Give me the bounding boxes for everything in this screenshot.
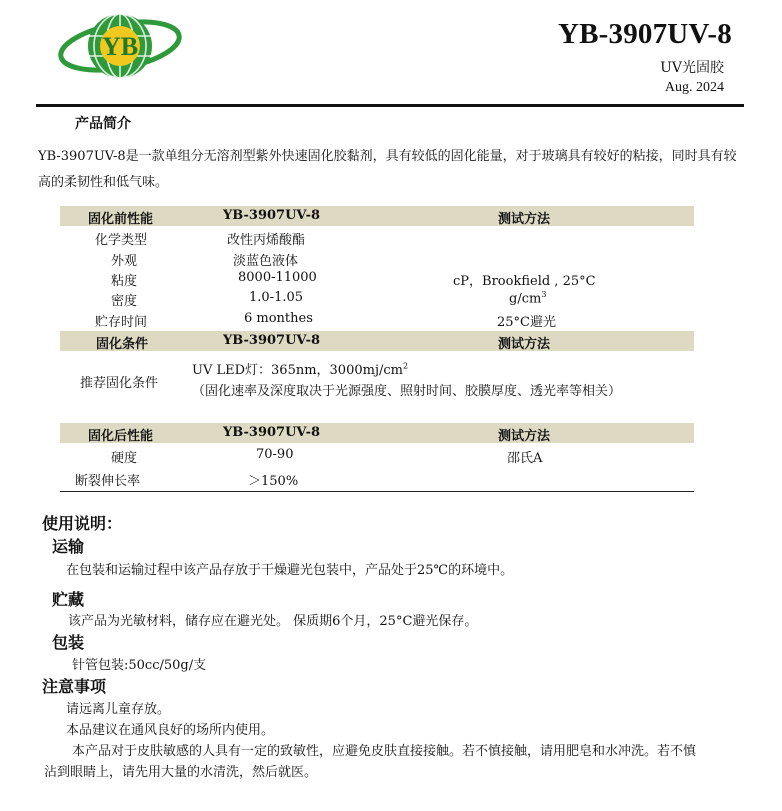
notice-item-2: 本品建议在通风良好的场所内使用。 [66, 723, 275, 738]
package-text: 针管包装:50cc/50g/支 [72, 658, 207, 673]
table-cell: 邵氏A [507, 451, 543, 466]
table-header-pre [60, 206, 694, 226]
table-cell: 外观 [111, 254, 138, 269]
cure-line-1: UV LED灯：365nm，$3000mj/cm^2$ [192, 361, 409, 378]
product-subtitle: UV光固胶 [660, 60, 724, 76]
table-header-post [60, 423, 694, 443]
storage-heading: 贮藏 [52, 590, 85, 609]
table-cell: 粘度 [111, 274, 138, 289]
table-cell: 25°C避光 [497, 315, 556, 330]
table-cell: ＞150% [248, 474, 299, 489]
th-pre-prop: 固化前性能 [88, 212, 154, 227]
package-heading: 包装 [52, 633, 85, 652]
storage-text: 该产品为光敏材料，储存应在避光处。 保质期6个月，25°C避光保存。 [68, 614, 478, 629]
table-cell: 贮存时间 [95, 315, 148, 330]
table-cell: cP，Brookfield , 25°C [453, 274, 596, 289]
th-cure-prop: 固化条件 [96, 337, 149, 352]
notice-item-3-cont: 沾到眼睛上，请先用大量的水清洗，然后就医。 [44, 765, 318, 780]
table-cell: 密度 [111, 294, 138, 309]
table-cell: 化学类型 [95, 233, 148, 248]
table-cell: 8000-11000 [238, 270, 317, 285]
notice-item-1: 请远离儿童存放。 [66, 702, 171, 717]
th-cure-method: 测试方法 [498, 337, 551, 352]
transport-text: 在包装和运输过程中该产品存放于干燥避光包装中，产品处于25℃的环境中。 [66, 563, 514, 578]
table-header-cure [60, 331, 694, 351]
table-cell: $g/cm^3$ [509, 290, 547, 307]
th-post-prop: 固化后性能 [88, 429, 154, 444]
table-bottom-rule [60, 491, 694, 492]
table-cell: 6 monthes [244, 311, 313, 326]
table-cell: 70-90 [256, 447, 294, 462]
th-pre-method: 测试方法 [498, 212, 551, 227]
cure-label: 推荐固化条件 [80, 376, 159, 391]
document-date: Aug. 2024 [664, 80, 724, 95]
header-divider [36, 104, 744, 107]
company-logo [56, 8, 184, 86]
notice-heading: 注意事项 [42, 677, 107, 696]
table-cell: 断裂伸长率 [75, 474, 141, 489]
table-cell: 硬度 [111, 451, 138, 466]
usage-heading: 使用说明： [42, 514, 123, 533]
notice-item-3: 本产品对于皮肤敏感的人具有一定的致敏性，应避免皮肤直接接触。若不慎接触，请用肥皂和水冲洗。若不慎 [72, 744, 697, 759]
intro-heading: 产品简介 [75, 116, 131, 132]
svg-text:YB: YB [101, 32, 139, 61]
intro-text: YB-3907UV-8是一款单组分无溶剂型紫外快速固化胶黏剂，具有较低的固化能量，对于玻璃具有较好的粘接，同时具有较高的柔韧性和低气味。 [38, 149, 737, 190]
table-cell: 1.0-1.05 [249, 290, 304, 305]
cure-line-2: （固化速率及深度取决于光源强度、照射时间、胶膜厚度、透光率等相关） [192, 384, 622, 399]
transport-heading: 运输 [52, 537, 85, 556]
table-cell: 淡蓝色液体 [233, 254, 299, 269]
table-cell: 改性丙烯酸酯 [227, 233, 306, 248]
product-model: YB-3907UV-8 [557, 18, 732, 50]
th-pre-model: YB-3907UV-8 [223, 208, 321, 223]
th-cure-model: YB-3907UV-8 [223, 333, 321, 348]
th-post-model: YB-3907UV-8 [223, 425, 321, 440]
th-post-method: 测试方法 [498, 429, 551, 444]
